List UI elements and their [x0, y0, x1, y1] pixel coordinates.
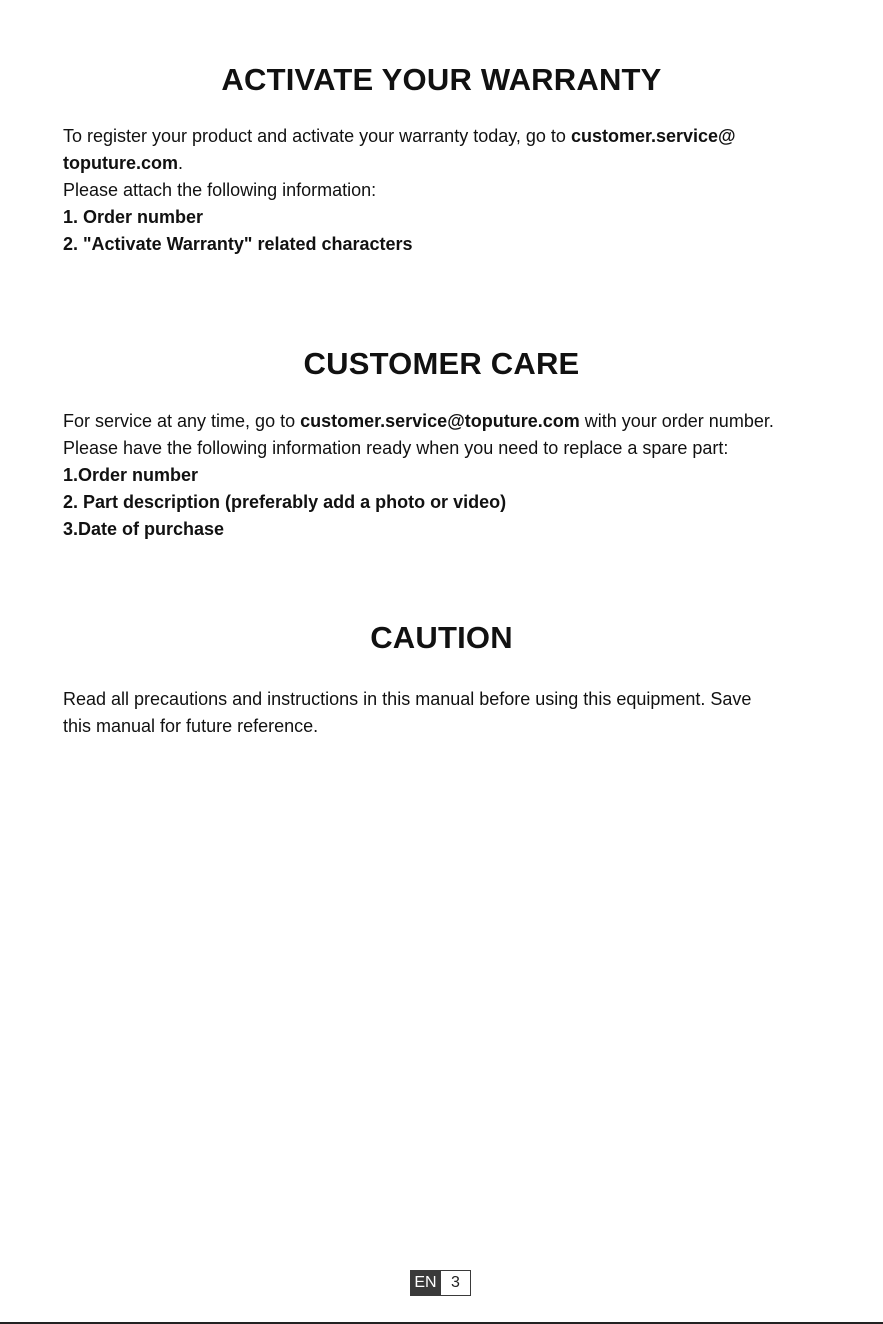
warranty-email-part1[interactable]: customer.service@ — [570, 126, 736, 146]
warranty-attach-line: Please attach the following information: — [63, 180, 377, 200]
customer-care-intro-line — [63, 408, 823, 435]
customer-care-section — [63, 408, 823, 543]
customer-care-email[interactable]: customer.service@toputure.com — [300, 411, 580, 431]
warranty-intro-text: To register your product and activate your warranty today, go to — [63, 126, 571, 146]
customer-care-intro-tail: with your order number. — [579, 411, 774, 431]
warranty-intro-line-2 — [63, 150, 823, 177]
caution-section — [63, 686, 823, 740]
customer-care-prepare-line: Please have the following information ready when you need to replace a spare part: — [63, 438, 729, 458]
warranty-intro-line — [63, 123, 823, 150]
customer-care-list-item: 2. Part description (preferably add a photo or video) — [63, 492, 507, 512]
warranty-email-part2[interactable]: toputure.com — [63, 153, 178, 173]
caution-line: Read all precautions and instructions in this manual before using this equipment. Save — [63, 689, 752, 709]
customer-care-intro-text: For service at any time, go to — [63, 411, 301, 431]
warranty-list-item: 2. "Activate Warranty" related characters — [63, 234, 413, 254]
language-label: EN — [410, 1270, 441, 1296]
warranty-section — [63, 123, 823, 258]
customer-care-heading: CUSTOMER CARE — [303, 346, 580, 381]
page-number: 3 — [441, 1270, 471, 1296]
customer-care-list-item: 1.Order number — [63, 465, 199, 485]
caution-line: this manual for future reference. — [63, 716, 319, 736]
warranty-intro-tail: . — [178, 153, 184, 173]
customer-care-list-item: 3.Date of purchase — [63, 519, 225, 539]
warranty-list-item: 1. Order number — [63, 207, 204, 227]
page-badge — [410, 1270, 471, 1296]
warranty-heading: ACTIVATE YOUR WARRANTY — [221, 62, 662, 97]
caution-heading: CAUTION — [370, 620, 513, 655]
